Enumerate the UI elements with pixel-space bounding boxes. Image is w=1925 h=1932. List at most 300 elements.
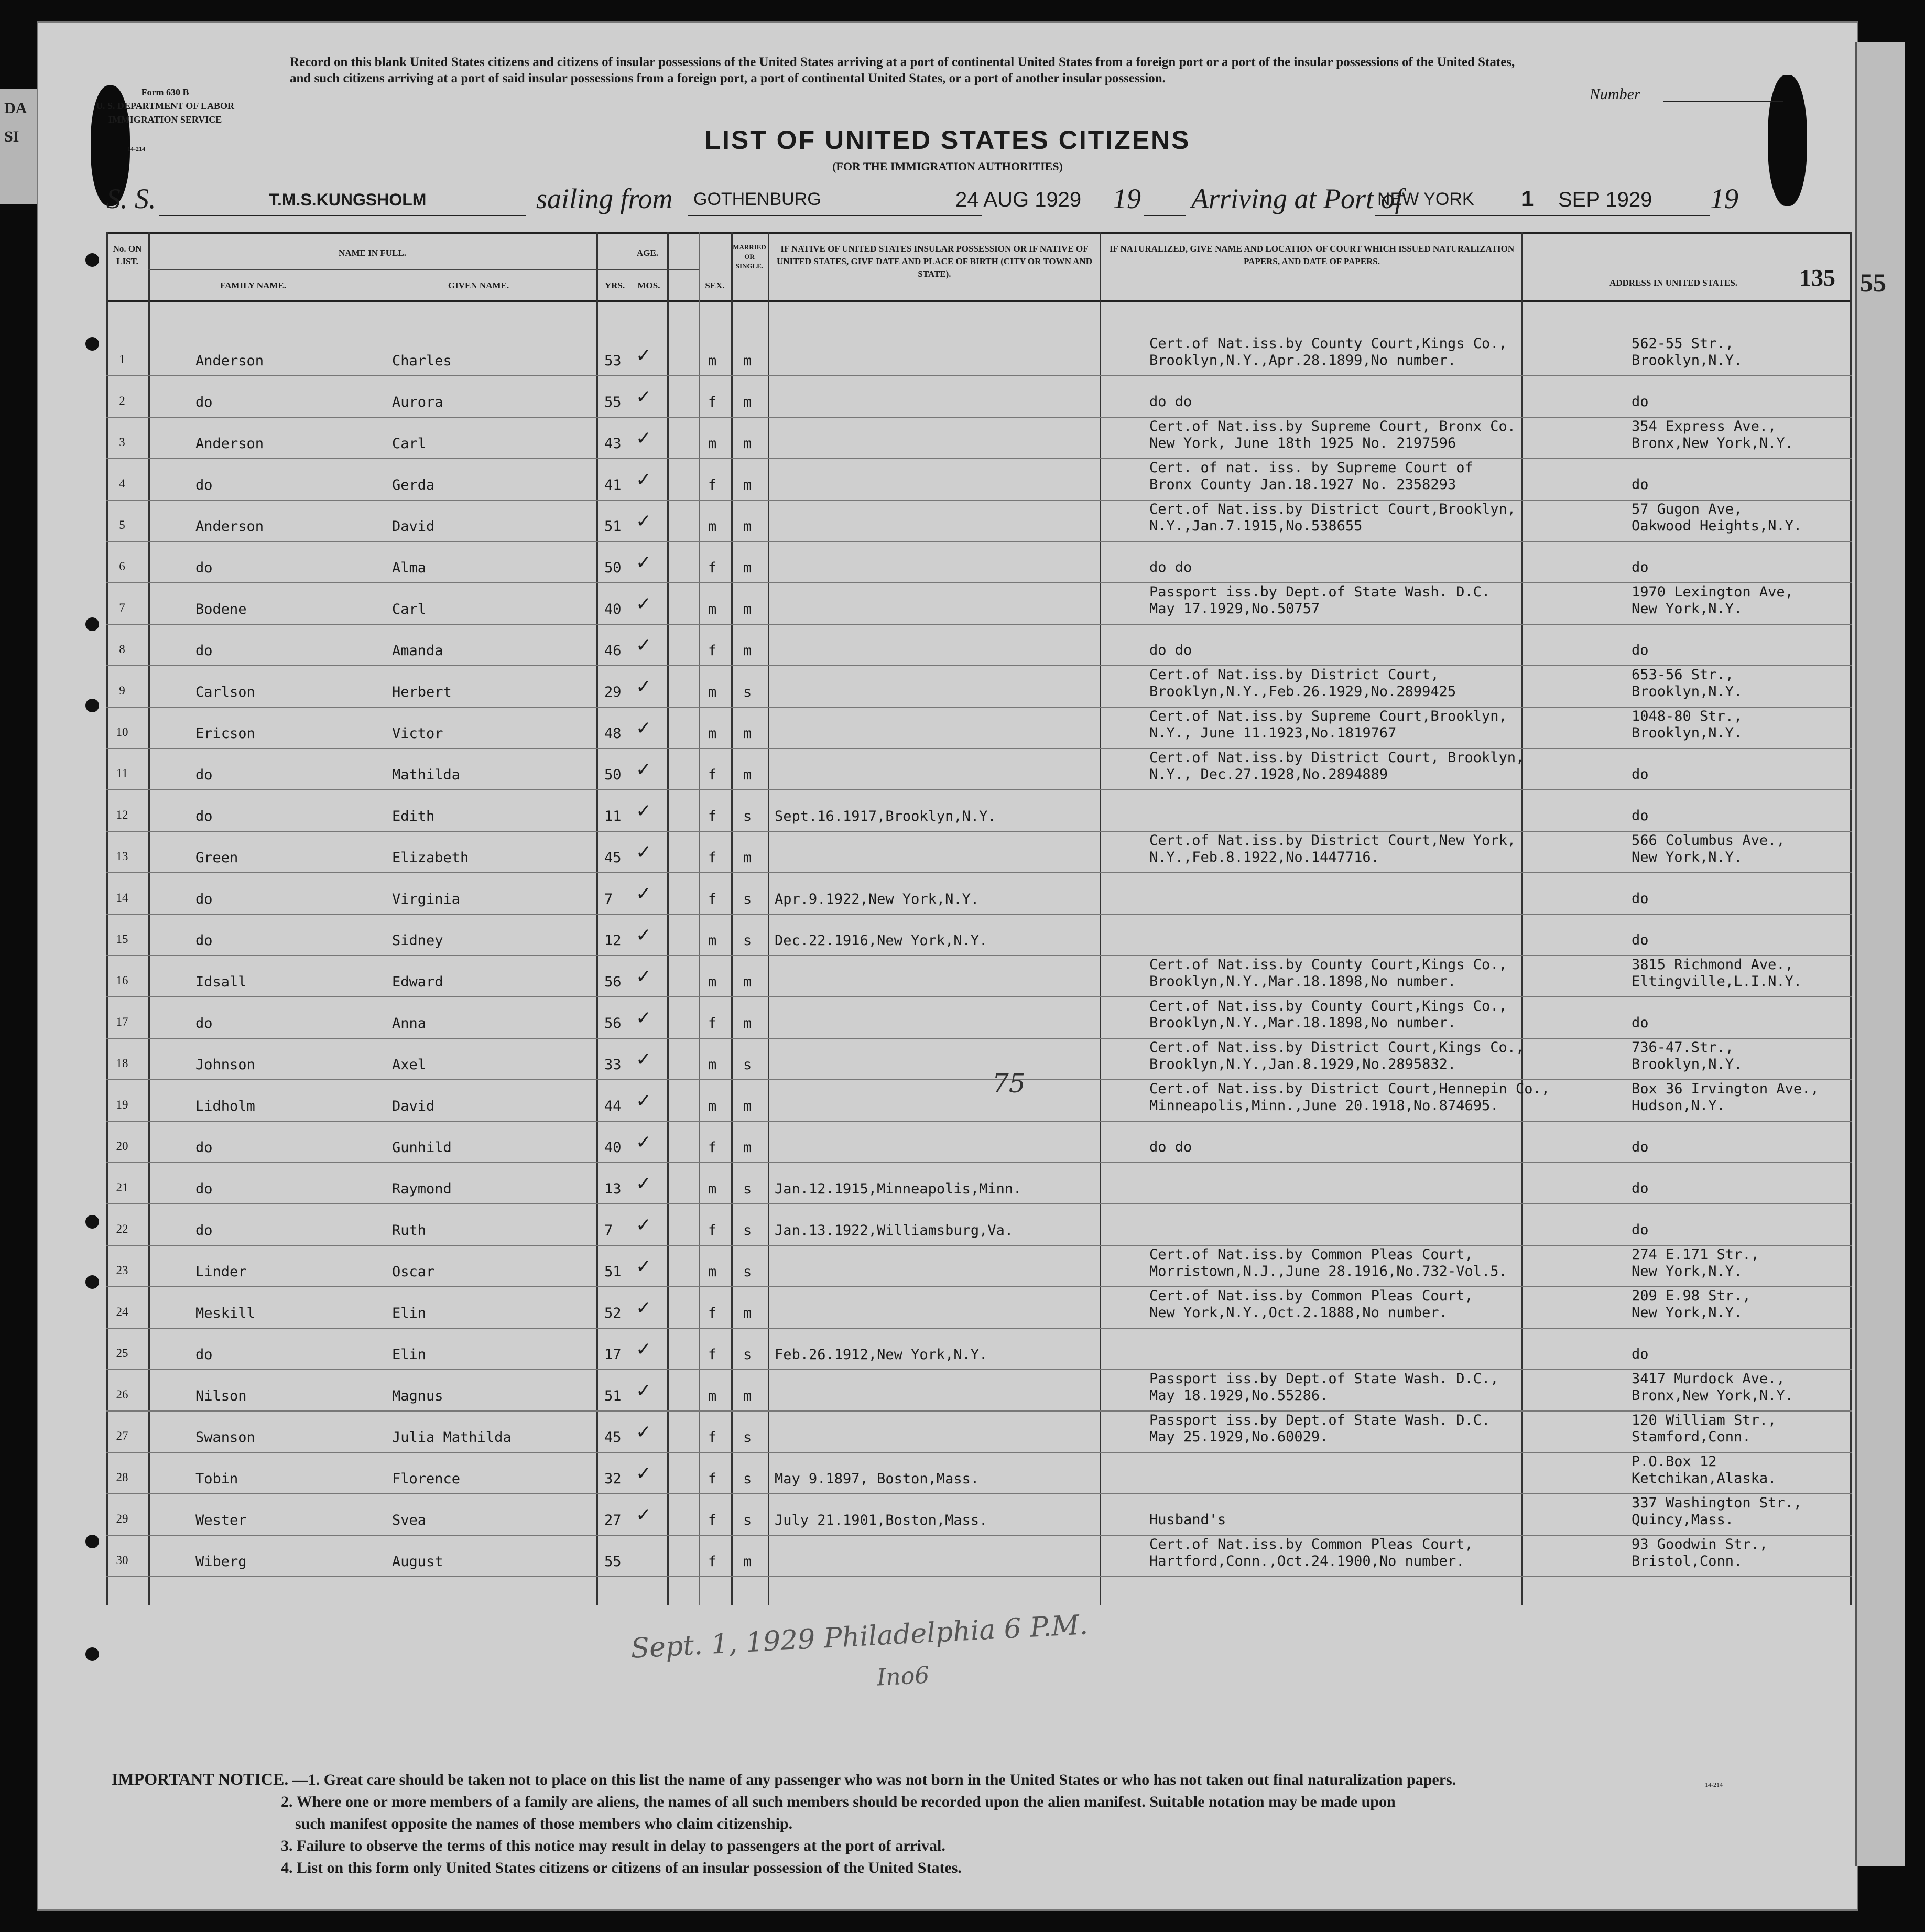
naturalization-line-2: New York,N.Y.,Oct.2.1888,No number. (1149, 1305, 1448, 1321)
sex: m (708, 1057, 717, 1073)
marital-status: m (743, 436, 752, 452)
age-months-check: ✓ (636, 676, 652, 698)
notice-item-3: 3. Failure to observe the terms of this notice may result in delay to passengers at the port of arrival. (281, 1837, 945, 1854)
address-line-1: 1970 Lexington Ave, (1632, 584, 1793, 600)
address-line-1: 3815 Richmond Ave., (1632, 957, 1793, 973)
marital-status: m (743, 601, 752, 617)
page-title: LIST OF UNITED STATES CITIZENS (704, 125, 1191, 155)
given-name: Ruth (392, 1222, 427, 1239)
sex: f (708, 1015, 717, 1032)
arrival-port: NEW YORK (1377, 189, 1474, 209)
notice-item-4: 4. List on this form only United States citizens or citizens of an insular possession of the United States. (281, 1859, 962, 1876)
age-years: 51 (604, 1388, 622, 1404)
row-number: 8 (119, 643, 125, 656)
row-number: 27 (116, 1429, 128, 1442)
sex: f (708, 891, 717, 907)
row-number: 1 (119, 353, 125, 366)
given-name: Elin (392, 1305, 427, 1321)
address-line-1: 653-56 Str., (1632, 667, 1734, 683)
sail-date: 24 AUG 1929 (955, 188, 1082, 211)
handwritten-initials: Ino6 (876, 1662, 930, 1691)
family-name: do (195, 932, 213, 949)
address-line-2: New York,N.Y. (1632, 1305, 1743, 1321)
family-name: do (195, 1347, 213, 1363)
given-name: Sidney (392, 932, 443, 949)
family-name: Linder (195, 1264, 247, 1280)
age-years: 41 (604, 477, 622, 493)
given-name: Elizabeth (392, 850, 469, 866)
age-years: 51 (604, 518, 622, 535)
age-months-check: ✓ (636, 966, 652, 987)
row-number: 15 (116, 932, 128, 946)
family-name: do (195, 643, 213, 659)
marital-status: m (743, 477, 752, 493)
naturalization-line-1: Cert.of Nat.iss.by County Court,Kings Co., (1149, 335, 1507, 352)
row-number: 19 (116, 1098, 128, 1111)
address-line-2: do (1632, 559, 1649, 576)
marital-status: m (743, 1554, 752, 1570)
family-name: Wiberg (195, 1554, 247, 1570)
age-years: 40 (604, 601, 622, 617)
naturalization-line-2: do do (1149, 559, 1192, 576)
row-number: 24 (116, 1305, 128, 1318)
sex: m (708, 1181, 717, 1197)
address-line-2: Eltingville,L.I.N.Y. (1632, 973, 1802, 990)
address-line-2: do (1632, 1222, 1649, 1238)
sex: f (708, 477, 717, 493)
sex: m (708, 974, 717, 990)
row-number: 20 (116, 1139, 128, 1153)
given-name: Raymond (392, 1181, 452, 1197)
row-number: 28 (116, 1471, 128, 1484)
age-months-check: ✓ (636, 428, 652, 449)
naturalization-line-1: Cert.of Nat.iss.by County Court,Kings Co., (1149, 998, 1507, 1014)
family-name: do (195, 560, 213, 576)
row-number: 26 (116, 1388, 128, 1401)
naturalization-line-2: Brooklyn,N.Y.,Mar.18.1898,No number. (1149, 1015, 1456, 1031)
address-line-2: New York,N.Y. (1632, 1263, 1743, 1279)
address-line-2: do (1632, 932, 1649, 948)
col-header-sex: SEX. (705, 280, 725, 290)
col-header-name: NAME IN FULL. (339, 248, 406, 258)
row-number: 16 (116, 974, 128, 987)
marital-status: m (743, 1015, 752, 1032)
handwritten-arrival-note: Sept. 1, 1929 Philadelphia 6 P.M. (630, 1609, 1089, 1665)
address-line-1: Box 36 Irvington Ave., (1632, 1081, 1819, 1097)
age-months-check: ✓ (636, 1380, 652, 1402)
birth-info: Feb.26.1912,New York,N.Y. (775, 1347, 988, 1363)
age-years: 48 (604, 725, 622, 742)
marital-status: s (743, 1222, 752, 1239)
given-name: Alma (392, 560, 427, 576)
age-years: 29 (604, 684, 622, 700)
marital-status: m (743, 394, 752, 410)
address-line-2: Quincy,Mass. (1632, 1512, 1734, 1528)
address-line-2: do (1632, 891, 1649, 907)
family-name: do (195, 1181, 213, 1197)
row-number: 21 (116, 1181, 128, 1194)
sex: m (708, 1388, 717, 1404)
naturalization-line-1: Cert.of Nat.iss.by County Court,Kings Co., (1149, 957, 1507, 973)
address-line-1: 736-47.Str., (1632, 1039, 1734, 1056)
row-number: 13 (116, 850, 128, 863)
given-name: Herbert (392, 684, 452, 700)
address-line-1: 1048-80 Str., (1632, 708, 1743, 724)
given-name: Edith (392, 808, 435, 824)
marital-status: s (743, 1471, 752, 1487)
age-months-check: ✓ (636, 1049, 652, 1070)
family-name: Anderson (195, 518, 264, 535)
stamp-number: 75 (992, 1068, 1026, 1099)
age-months-check: ✓ (636, 1463, 652, 1484)
age-years: 43 (604, 436, 622, 452)
row-number: 17 (116, 1015, 128, 1028)
passenger-table (106, 232, 1852, 1605)
side-page-number: 55 (1860, 268, 1886, 297)
given-name: Carl (392, 601, 427, 617)
marital-status: m (743, 560, 752, 576)
birth-info: Apr.9.1922,New York,N.Y. (775, 891, 980, 907)
form-department: U. S. DEPARTMENT OF LABOR (96, 101, 235, 111)
address-line-2: do (1632, 1139, 1649, 1155)
sex: m (708, 932, 717, 949)
given-name: Edward (392, 974, 443, 990)
address-line-2: Bronx,New York,N.Y. (1632, 1387, 1793, 1404)
age-months-check: ✓ (636, 511, 652, 532)
age-years: 50 (604, 767, 622, 783)
family-name: Ericson (195, 725, 255, 742)
age-months-check: ✓ (636, 1504, 652, 1526)
family-name: Swanson (195, 1429, 255, 1446)
naturalization-line-1: Cert.of Nat.iss.by Supreme Court,Brooklyn, (1149, 708, 1507, 724)
row-number: 12 (116, 808, 128, 821)
naturalization-line-1: Cert.of Nat.iss.by District Court,Kings Co., (1149, 1039, 1525, 1056)
address-line-1: 120 William Str., (1632, 1412, 1777, 1428)
given-name: Gerda (392, 477, 435, 493)
naturalization-line-2: Brooklyn,N.Y.,Feb.26.1929,No.2899425 (1149, 683, 1456, 700)
sex: m (708, 601, 717, 617)
age-years: 55 (604, 1554, 622, 1570)
row-number: 18 (116, 1057, 128, 1070)
naturalization-line-1: Cert.of Nat.iss.by District Court, Brooklyn, (1149, 750, 1525, 766)
naturalization-line-1: Passport iss.by Dept.of State Wash. D.C., (1149, 1371, 1499, 1387)
sex: f (708, 560, 717, 576)
marital-status: s (743, 1181, 752, 1197)
family-name: Lidholm (195, 1098, 255, 1114)
manifest-sheet (37, 21, 1858, 1911)
given-name: Carl (392, 436, 427, 452)
notice-item-2-cont: such manifest opposite the names of those members who claim citizenship. (295, 1815, 793, 1832)
age-months-check: ✓ (636, 759, 652, 780)
col-header-naturalized: IF NATURALIZED, GIVE NAME AND LOCATION OF COURT WHICH ISSUED NATURALIZATION PAPERS, AND DATE OF PAPERS. (1109, 244, 1515, 266)
row-number: 22 (116, 1222, 128, 1235)
naturalization-line-2: May 17.1929,No.50757 (1149, 601, 1320, 617)
marital-status: s (743, 1264, 752, 1280)
family-name: do (195, 1015, 213, 1032)
binder-hole (85, 1535, 99, 1548)
col-header-mos: MOS. (637, 280, 660, 290)
age-years: 40 (604, 1139, 622, 1156)
row-number: 25 (116, 1347, 128, 1360)
sex: f (708, 850, 717, 866)
naturalization-line-1: Cert.of Nat.iss.by District Court,Brooklyn, (1149, 501, 1516, 517)
age-years: 51 (604, 1264, 622, 1280)
given-name: David (392, 518, 435, 535)
address-line-2: Bronx,New York,N.Y. (1632, 435, 1793, 451)
age-years: 27 (604, 1512, 622, 1528)
age-years: 53 (604, 353, 622, 369)
naturalization-line-1: Cert.of Nat.iss.by Common Pleas Court, (1149, 1246, 1473, 1263)
marital-status: m (743, 643, 752, 659)
age-years: 13 (604, 1181, 622, 1197)
birth-info: Sept.16.1917,Brooklyn,N.Y. (775, 808, 996, 824)
address-line-2: do (1632, 1346, 1649, 1362)
age-years: 32 (604, 1471, 622, 1487)
sex: m (708, 1098, 717, 1114)
sex: m (708, 518, 717, 535)
marital-status: m (743, 1305, 752, 1321)
arrival-date: SEP 1929 (1558, 188, 1652, 211)
marital-status: m (743, 767, 752, 783)
address-line-2: Hudson,N.Y. (1632, 1098, 1725, 1114)
age-months-check: ✓ (636, 1297, 652, 1319)
naturalization-line-2: do do (1149, 1139, 1192, 1155)
marital-status: s (743, 808, 752, 824)
row-number: 10 (116, 725, 128, 739)
sailing-from-label: sailing from (536, 183, 673, 214)
naturalization-line-1: Cert. of nat. iss. by Supreme Court of (1149, 460, 1473, 476)
birth-info: May 9.1897, Boston,Mass. (775, 1471, 980, 1487)
page-number: 135 (1799, 264, 1835, 291)
binder-hole (85, 617, 99, 631)
address-line-2: do (1632, 808, 1649, 824)
naturalization-line-2: Minneapolis,Minn.,June 20.1918,No.874695. (1149, 1098, 1499, 1114)
age-years: 45 (604, 1429, 622, 1446)
given-name: Aurora (392, 394, 443, 410)
naturalization-line-2: Morristown,N.J.,June 28.1916,No.732-Vol.5. (1149, 1263, 1507, 1279)
family-name: Anderson (195, 353, 264, 369)
family-name: Wester (195, 1512, 247, 1528)
age-months-check: ✓ (636, 386, 652, 408)
binder-hole (85, 1647, 99, 1661)
address-line-1: 274 E.171 Str., (1632, 1246, 1759, 1263)
naturalization-line-2: Brooklyn,N.Y.,Jan.8.1929,No.2895832. (1149, 1056, 1456, 1072)
marital-status: m (743, 850, 752, 866)
address-line-2: do (1632, 1015, 1649, 1031)
sex: m (708, 684, 717, 700)
given-name: Anna (392, 1015, 427, 1032)
binder-hole (85, 1275, 99, 1289)
row-number: 23 (116, 1264, 128, 1277)
naturalization-line-2: N.Y.,Feb.8.1922,No.1447716. (1149, 849, 1379, 865)
given-name: Oscar (392, 1264, 435, 1280)
age-years: 7 (604, 1222, 613, 1239)
marital-status: s (743, 932, 752, 949)
age-months-check: ✓ (636, 1090, 652, 1112)
age-months-check: ✓ (636, 883, 652, 905)
family-name: Meskill (195, 1305, 255, 1321)
address-line-2: New York,N.Y. (1632, 849, 1743, 865)
marital-status: s (743, 1429, 752, 1446)
form-small-code: 14-214 (127, 145, 145, 153)
address-line-2: Brooklyn,N.Y. (1632, 725, 1743, 741)
row-number: 7 (119, 601, 125, 614)
age-years: 7 (604, 891, 613, 907)
address-line-1: 566 Columbus Ave., (1632, 832, 1785, 849)
given-name: Mathilda (392, 767, 461, 783)
naturalization-line-1: Cert.of Nat.iss.by Common Pleas Court, (1149, 1536, 1473, 1553)
row-number: 2 (119, 394, 125, 407)
given-name: Florence (392, 1471, 461, 1487)
binder-hole (85, 337, 99, 351)
adjacent-page-text-1: DA (4, 100, 27, 117)
sex: f (708, 1139, 717, 1156)
address-line-2: Brooklyn,N.Y. (1632, 352, 1743, 368)
age-years: 12 (604, 932, 622, 949)
naturalization-line-2: N.Y., June 11.1923,No.1819767 (1149, 725, 1397, 741)
naturalization-line-1: Cert.of Nat.iss.by District Court, (1149, 667, 1439, 683)
row-number: 3 (119, 436, 125, 449)
number-label: Number (1590, 85, 1640, 103)
age-years: 45 (604, 850, 622, 866)
col-header-yrs: YRS. (604, 280, 625, 290)
sex: f (708, 1429, 717, 1446)
form-number: Form 630 B (141, 87, 189, 97)
given-name: Charles (392, 353, 452, 369)
address-line-2: Brooklyn,N.Y. (1632, 1056, 1743, 1072)
age-months-check: ✓ (636, 718, 652, 739)
record-instructions: Record on this blank United States citizens and citizens of insular possessions of the United States arriving at a port of continental United States from a foreign port or a port of the insular possessions of the United States, and such citizens arriving at a port of said insular possessions from a foreign port, a port of continental United States, or a port of another insular possession. (290, 55, 1515, 85)
sex: m (708, 436, 717, 452)
sex: f (708, 1222, 717, 1239)
given-name: Elin (392, 1347, 427, 1363)
marital-status: s (743, 684, 752, 700)
form-service: IMMIGRATION SERVICE (108, 114, 222, 125)
naturalization-line-1: Passport iss.by Dept.of State Wash. D.C. (1149, 584, 1491, 600)
address-line-1: 354 Express Ave., (1632, 418, 1777, 435)
age-months-check: ✓ (636, 593, 652, 615)
age-months-check: ✓ (636, 635, 652, 656)
naturalization-line-2: May 25.1929,No.60029. (1149, 1429, 1329, 1445)
age-months-check: ✓ (636, 1132, 652, 1153)
row-number: 6 (119, 560, 125, 573)
naturalization-line-2: New York, June 18th 1925 No. 2197596 (1149, 435, 1456, 451)
family-name: do (195, 767, 213, 783)
naturalization-line-2: Brooklyn,N.Y.,Apr.28.1899,No number. (1149, 352, 1456, 368)
row-number: 30 (116, 1554, 128, 1567)
family-name: do (195, 477, 213, 493)
binder-hole (85, 253, 99, 267)
marital-status: m (743, 1098, 752, 1114)
row-number: 9 (119, 684, 125, 697)
age-years: 52 (604, 1305, 622, 1321)
family-name: Nilson (195, 1388, 247, 1404)
family-name: Johnson (195, 1057, 255, 1073)
sex: f (708, 1305, 717, 1321)
address-line-2: do (1632, 1180, 1649, 1197)
marital-status: m (743, 1139, 752, 1156)
row-number: 29 (116, 1512, 128, 1525)
marital-status: s (743, 1057, 752, 1073)
family-name: Tobin (195, 1471, 238, 1487)
age-years: 46 (604, 643, 622, 659)
marital-status: s (743, 1512, 752, 1528)
marital-status: s (743, 1347, 752, 1363)
age-months-check: ✓ (636, 552, 652, 573)
naturalization-line-2: do do (1149, 642, 1192, 658)
address-line-2: Bristol,Conn. (1632, 1553, 1743, 1569)
marital-status: m (743, 974, 752, 990)
adjacent-page-edge (0, 89, 37, 204)
sex: f (708, 767, 717, 783)
age-months-check: ✓ (636, 1256, 652, 1277)
naturalization-line-2: Husband's (1149, 1512, 1226, 1528)
age-years: 55 (604, 394, 622, 410)
family-name: Anderson (195, 436, 264, 452)
birth-info: Jan.12.1915,Minneapolis,Minn. (775, 1181, 1022, 1197)
family-name: do (195, 1139, 213, 1156)
naturalization-line-2: N.Y., Dec.27.1928,No.2894889 (1149, 766, 1388, 783)
col-header-family: FAMILY NAME. (220, 280, 286, 290)
binder-hole (85, 1215, 99, 1229)
naturalization-line-2: Hartford,Conn.,Oct.24.1900,No number. (1149, 1553, 1465, 1569)
family-name: do (195, 1222, 213, 1239)
age-months-check: ✓ (636, 469, 652, 491)
family-name: do (195, 808, 213, 824)
given-name: Axel (392, 1057, 427, 1073)
address-line-2: do (1632, 766, 1649, 783)
family-name: do (195, 891, 213, 907)
sex: m (708, 725, 717, 742)
notice-label: IMPORTANT NOTICE. (112, 1770, 289, 1788)
ss-label: S. S. (106, 183, 156, 214)
given-name: Amanda (392, 643, 443, 659)
age-months-check: ✓ (636, 800, 652, 822)
ship-name: T.M.S.KUNGSHOLM (269, 190, 427, 209)
notice-item-1: —1. Great care should be taken not to place on this list the name of any passenger who was not born in the United States or who has not taken out final naturalization papers. (292, 1771, 1456, 1788)
sail-year-label: 19 (1113, 183, 1141, 214)
address-line-2: do (1632, 642, 1649, 658)
binder-hole (85, 699, 99, 712)
age-years: 50 (604, 560, 622, 576)
footer-code: 14-214 (1705, 1781, 1723, 1788)
row-number: 11 (116, 767, 128, 780)
row-number: 4 (119, 477, 125, 490)
naturalization-line-1: Passport iss.by Dept.of State Wash. D.C. (1149, 1412, 1491, 1428)
col-header-birth: IF NATIVE OF UNITED STATES INSULAR POSSESSION OR IF NATIVE OF UNITED STATES, GIVE DATE AND PLACE OF BIRTH (CITY OR TOWN AND STATE). (776, 244, 1093, 279)
age-months-check: ✓ (636, 345, 652, 366)
age-months-check: ✓ (636, 1339, 652, 1360)
address-line-2: Brooklyn,N.Y. (1632, 683, 1743, 700)
col-header-age: AGE. (636, 248, 659, 258)
sex: f (708, 1347, 717, 1363)
marital-status: m (743, 353, 752, 369)
arriving-label: Arriving at Port of (1191, 183, 1403, 214)
address-line-1: 337 Washington Str., (1632, 1495, 1802, 1511)
marital-status: m (743, 1388, 752, 1404)
sex: f (708, 808, 717, 824)
address-line-2: do (1632, 476, 1649, 493)
naturalization-line-1: Cert.of Nat.iss.by Common Pleas Court, (1149, 1288, 1473, 1304)
page-subtitle: (FOR THE IMMIGRATION AUTHORITIES) (832, 160, 1063, 173)
departure-port: GOTHENBURG (693, 189, 821, 209)
given-name: Victor (392, 725, 443, 742)
naturalization-line-2: N.Y.,Jan.7.1915,No.538655 (1149, 518, 1363, 534)
age-months-check: ✓ (636, 1421, 652, 1443)
given-name: Magnus (392, 1388, 443, 1404)
family-name: Bodene (195, 601, 247, 617)
birth-info: July 21.1901,Boston,Mass. (775, 1512, 988, 1528)
